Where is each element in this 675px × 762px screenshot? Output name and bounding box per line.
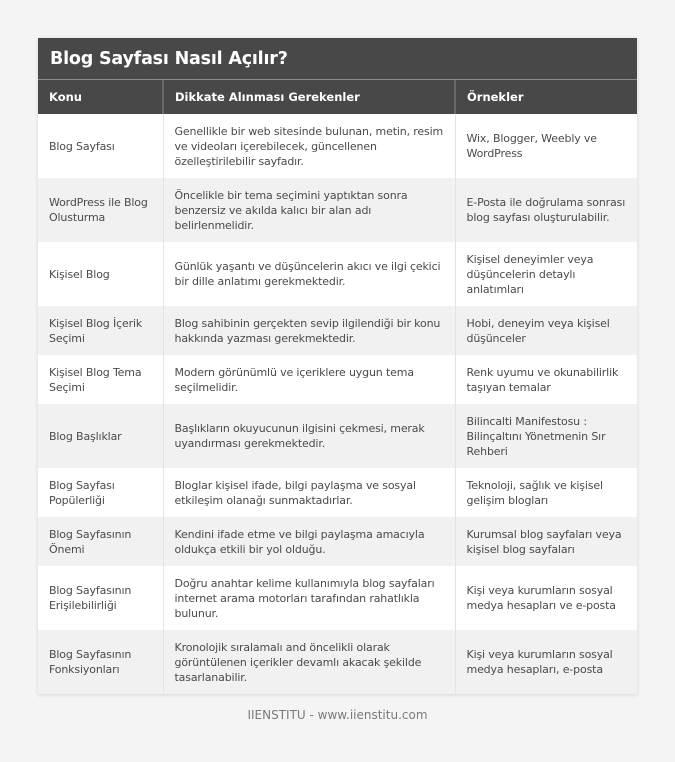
cell-considerations: Öncelikle bir tema seçimini yaptıktan sonra benzersiz ve akılda kalıcı bir alan adı belirlenmelidir. [163, 178, 455, 242]
cell-considerations: Blog sahibinin gerçekten sevip ilgilendiği bir konu hakkında yazması gerekmektedir. [163, 306, 455, 355]
cell-examples: Hobi, deneyim veya kişisel düşünceler [455, 306, 637, 355]
info-table [38, 80, 637, 694]
cell-considerations: Günlük yaşantı ve düşüncelerin akıcı ve ilgi çekici bir dille anlatımı gerekmektedir. [163, 242, 455, 306]
cell-examples: Bilincalti Manifestosu : Bilinçaltını Yönetmenin Sır Rehberi [455, 404, 637, 468]
info-table-card [38, 38, 637, 694]
table-row [38, 242, 637, 306]
table-row [38, 355, 637, 404]
table-header-row [38, 80, 637, 114]
column-header-examples: Örnekler [455, 80, 637, 114]
cell-considerations: Kendini ifade etme ve bilgi paylaşma amacıyla oldukça etkili bir yol olduğu. [163, 517, 455, 566]
cell-topic: Blog Sayfası [38, 114, 163, 178]
cell-topic: Blog Başlıklar [38, 404, 163, 468]
cell-considerations: Genellikle bir web sitesinde bulunan, metin, resim ve videoları içerebilecek, güncellenen özelleştirilebilir sayfadır. [163, 114, 455, 178]
table-row [38, 404, 637, 468]
cell-examples: Kişi veya kurumların sosyal medya hesapları, e-posta [455, 630, 637, 694]
cell-considerations: Bloglar kişisel ifade, bilgi paylaşma ve sosyal etkileşim olanağı sunmaktadırlar. [163, 468, 455, 517]
table-row [38, 306, 637, 355]
cell-topic: Blog Sayfası Popülerliği [38, 468, 163, 517]
cell-topic: WordPress ile Blog Olusturma [38, 178, 163, 242]
cell-topic: Blog Sayfasının Önemi [38, 517, 163, 566]
column-header-considerations: Dikkate Alınması Gerekenler [163, 80, 455, 114]
table-row [38, 630, 637, 694]
cell-considerations: Başlıkların okuyucunun ilgisini çekmesi, merak uyandırması gerekmektedir. [163, 404, 455, 468]
cell-topic: Blog Sayfasının Erişilebilirliği [38, 566, 163, 630]
cell-examples: Kişi veya kurumların sosyal medya hesapları ve e-posta [455, 566, 637, 630]
cell-examples: Kurumsal blog sayfaları veya kişisel blog sayfaları [455, 517, 637, 566]
table-body [38, 114, 637, 694]
cell-examples: E-Posta ile doğrulama sonrası blog sayfası oluşturulabilir. [455, 178, 637, 242]
cell-considerations: Modern görünümlü ve içeriklere uygun tema seçilmelidir. [163, 355, 455, 404]
cell-examples: Kişisel deneyimler veya düşüncelerin detaylı anlatımları [455, 242, 637, 306]
cell-topic: Kişisel Blog [38, 242, 163, 306]
table-row [38, 517, 637, 566]
cell-topic: Blog Sayfasının Fonksiyonları [38, 630, 163, 694]
cell-topic: Kişisel Blog İçerik Seçimi [38, 306, 163, 355]
cell-examples: Wix, Blogger, Weebly ve WordPress [455, 114, 637, 178]
cell-considerations: Kronolojik sıralamalı and öncelikli olarak görüntülenen içerikler devamlı akacak şekilde tasarlanabilir. [163, 630, 455, 694]
table-title: Blog Sayfası Nasıl Açılır? [38, 38, 637, 80]
table-row [38, 178, 637, 242]
table-row [38, 468, 637, 517]
table-row [38, 566, 637, 630]
cell-considerations: Doğru anahtar kelime kullanımıyla blog sayfaları internet arama motorları tarafından rahatlıkla bulunur. [163, 566, 455, 630]
cell-examples: Renk uyumu ve okunabilirlik taşıyan temalar [455, 355, 637, 404]
cell-topic: Kişisel Blog Tema Seçimi [38, 355, 163, 404]
table-row [38, 114, 637, 178]
column-header-topic: Konu [38, 80, 163, 114]
footer-credit: IIENSTITU - www.iienstitu.com [247, 708, 428, 722]
cell-examples: Teknoloji, sağlık ve kişisel gelişim blogları [455, 468, 637, 517]
